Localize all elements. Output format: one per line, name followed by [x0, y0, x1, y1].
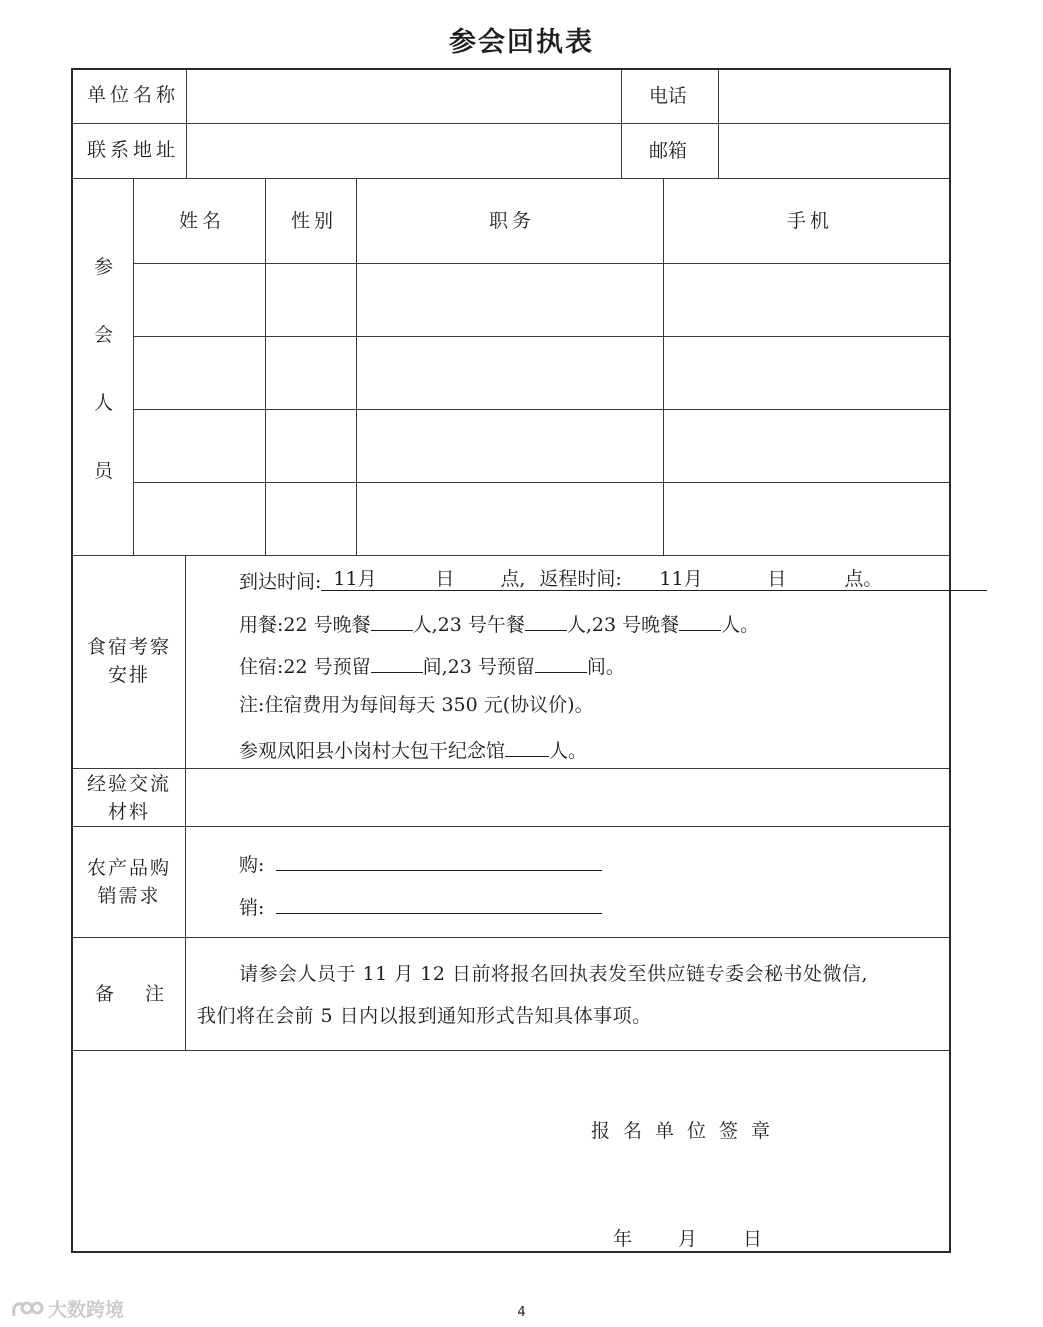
- page-title: 参会回执表: [449, 27, 594, 58]
- lodging-mid: 间,23 号预留: [422, 656, 535, 678]
- agri-demand-label: [73, 854, 185, 910]
- blank-underline: [505, 738, 549, 757]
- column-header-gender: 性别: [291, 210, 338, 232]
- watermark-text: 大数跨境: [48, 1299, 125, 1321]
- date-day: 日: [743, 1228, 763, 1250]
- lodging-end: 间。: [586, 656, 625, 678]
- attendee-label-char: 员: [94, 460, 114, 482]
- experience-label-line1: 经验交流: [86, 773, 171, 795]
- attendee-label-char: 参: [94, 256, 114, 278]
- date-month: 月: [678, 1228, 698, 1250]
- buy-line: [239, 852, 602, 875]
- meal-line: [239, 612, 759, 635]
- column-header-name: 姓名: [179, 210, 226, 232]
- registration-form: [71, 68, 951, 1253]
- return-month: 11月: [659, 568, 703, 590]
- experience-label-line2: 材料: [107, 801, 150, 823]
- unit-name-label: 单位名称: [87, 84, 180, 106]
- arrangement-label-line2: 安排: [107, 664, 150, 686]
- column-header-mobile: 手机: [787, 210, 834, 232]
- row-divider: [73, 178, 949, 179]
- col-divider: [718, 70, 719, 178]
- blank-underline: [535, 654, 587, 673]
- visit-end: 人。: [549, 740, 588, 762]
- sell-label: 销:: [239, 897, 265, 919]
- page-number: 4: [517, 1305, 526, 1320]
- arrangement-label-line1: 食宿考察: [86, 636, 171, 658]
- row-divider: [73, 555, 949, 556]
- return-prefix: 返程时间:: [539, 568, 622, 590]
- blank-underline: [525, 612, 567, 631]
- col-divider: [356, 178, 357, 555]
- blank-underline: [371, 654, 423, 673]
- attendee-label-char: 人: [94, 392, 114, 414]
- travel-time-line: [239, 570, 987, 592]
- travel-time-underline: [321, 570, 987, 591]
- experience-label: [73, 770, 185, 826]
- arrival-prefix: 到达时间:: [239, 571, 322, 593]
- row-divider: [133, 409, 949, 410]
- meal-lunch: 人,23 号午餐: [412, 614, 525, 636]
- agri-label-line2: 销需求: [97, 885, 161, 907]
- sell-line: [239, 895, 602, 918]
- address-label: 联系地址: [87, 139, 180, 161]
- buy-underline: [276, 852, 602, 871]
- col-divider: [133, 178, 134, 555]
- arrival-day: 日: [435, 568, 455, 590]
- return-hour: 点。: [844, 568, 883, 590]
- row-divider: [73, 1050, 949, 1051]
- agri-label-line1: 农产品购: [86, 857, 171, 879]
- col-divider: [186, 70, 187, 178]
- return-day: 日: [767, 568, 787, 590]
- arrangement-label: [73, 633, 185, 689]
- sell-underline: [276, 895, 602, 914]
- row-divider: [133, 263, 949, 264]
- arrival-hour: 点,: [500, 568, 526, 590]
- column-header-position: 职务: [489, 210, 536, 232]
- row-divider: [73, 826, 949, 827]
- blank-underline: [371, 612, 413, 631]
- visit-line: [239, 738, 587, 761]
- meal-end: 人。: [721, 614, 760, 636]
- col-divider: [185, 555, 186, 1050]
- signature-label: 报名单位签章: [591, 1120, 784, 1142]
- buy-label: 购:: [239, 854, 265, 876]
- row-divider: [73, 937, 949, 938]
- row-divider: [133, 482, 949, 483]
- remarks-line2: 我们将在会前 5 日内以报到通知形式告知具体事项。: [197, 1005, 652, 1027]
- meal-dinner: 人,23 号晚餐: [566, 614, 680, 636]
- blank-underline: [679, 612, 721, 631]
- row-divider: [73, 768, 949, 769]
- col-divider: [663, 178, 664, 555]
- row-divider: [73, 123, 949, 124]
- visit-prefix: 参观凤阳县小岗村大包干纪念馆: [239, 740, 506, 762]
- phone-label: 电话: [649, 85, 688, 107]
- attendee-label-char: 会: [94, 324, 114, 346]
- lodging-prefix: 住宿:22 号预留: [239, 656, 371, 678]
- email-label: 邮箱: [649, 140, 688, 162]
- lodging-line: [239, 654, 625, 677]
- meal-prefix: 用餐:22 号晚餐: [239, 614, 371, 636]
- remarks-line1: 请参会人员于 11 月 12 日前将报名回执表发至供应链专委会秘书处微信,: [239, 963, 869, 985]
- remarks-label: 备 注: [95, 983, 171, 1005]
- arrival-month: 11月: [333, 568, 377, 590]
- date-year: 年: [613, 1228, 633, 1250]
- row-divider: [133, 336, 949, 337]
- col-divider: [265, 178, 266, 555]
- col-divider: [621, 70, 622, 178]
- lodging-note: 注:住宿费用为每间每天 350 元(协议价)。: [239, 694, 594, 716]
